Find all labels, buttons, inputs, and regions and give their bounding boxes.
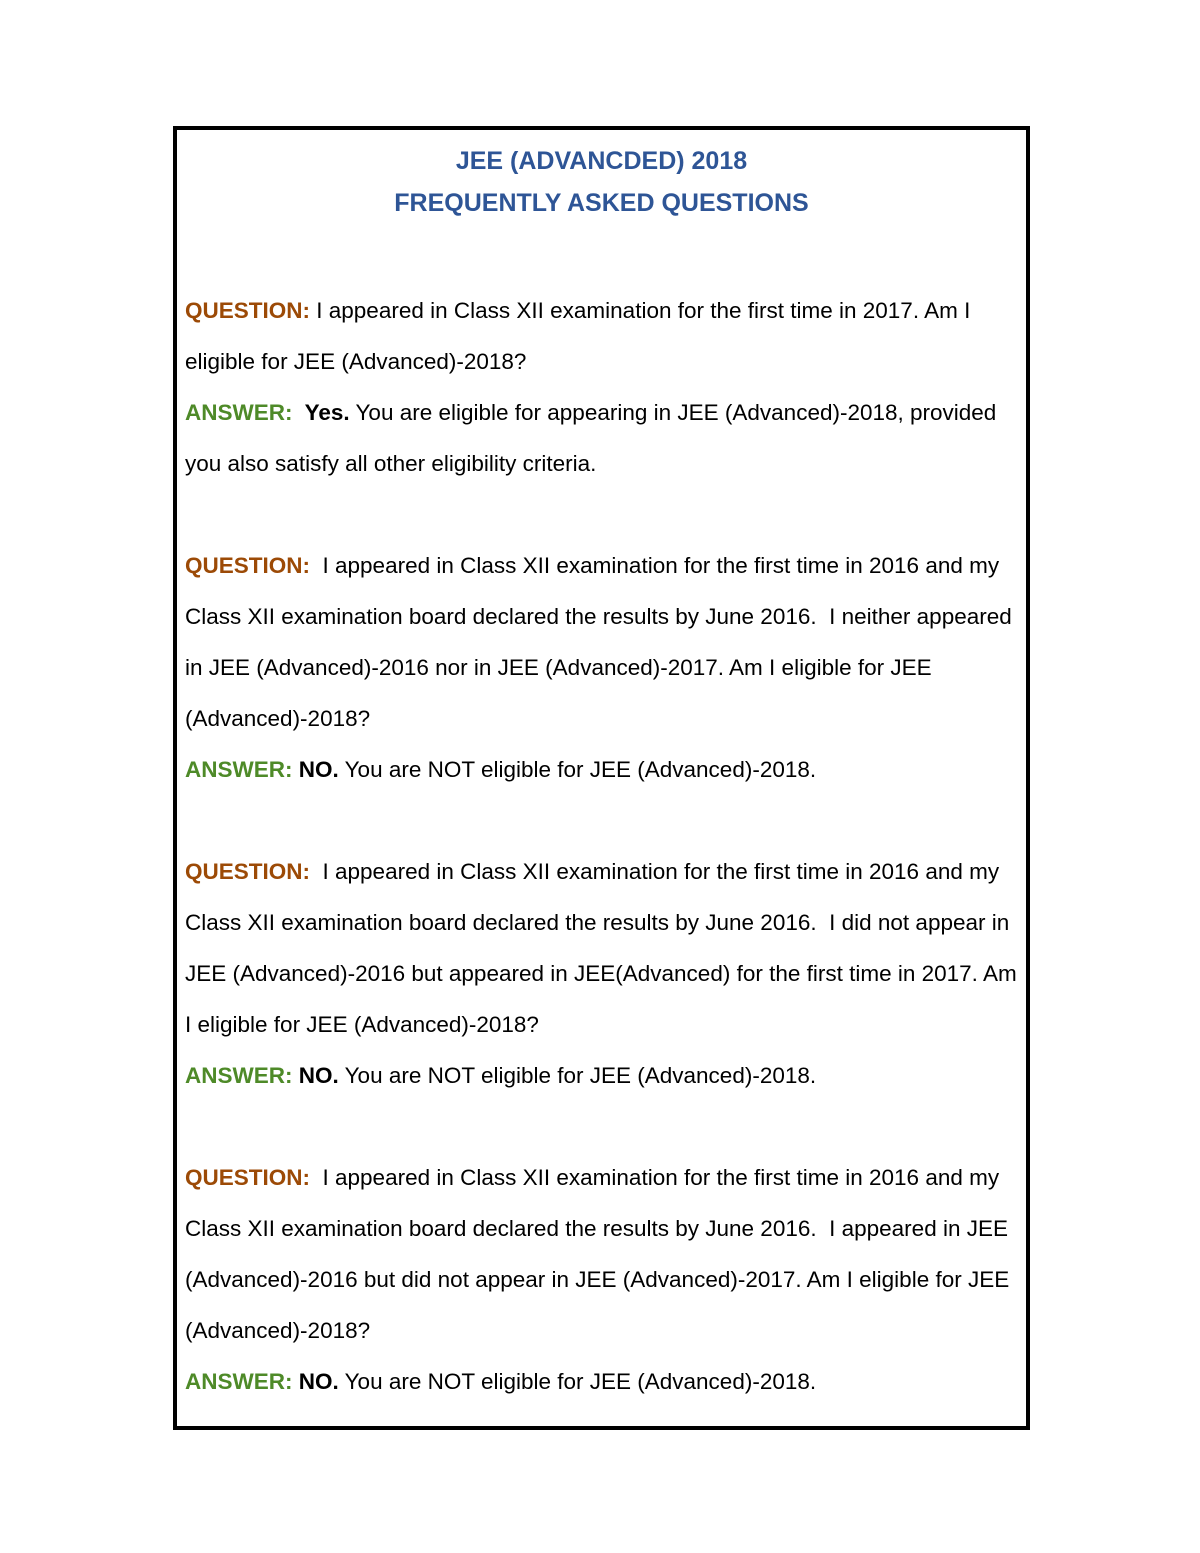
question-label: QUESTION: xyxy=(185,859,311,884)
answer xyxy=(185,1050,1020,1101)
faq-list xyxy=(185,285,1023,1458)
faq-item xyxy=(185,285,1020,489)
question-label: QUESTION: xyxy=(185,1165,311,1190)
document-title: JEE (ADVANCDED) 2018 xyxy=(455,147,748,175)
answer xyxy=(185,744,1020,795)
document-header xyxy=(177,140,1026,224)
question-text: I appeared in Class XII examination for the first time in 2016 and my Class XII examination board declared the results by June 2016. I did not appear in JEE (Advanced)-2016 but appeared in JEE(Advanced) for the first time in 2017. Am I eligible for JEE (Advanced)-2018? xyxy=(185,859,1023,1037)
question-text: I appeared in Class XII examination for the first time in 2016 and my Class XII examination board declared the results by June 2016. I appeared in JEE (Advanced)-2016 but did not appear in JEE (Advanced)-2017. Am I eligible for JEE (Advanced)-2018? xyxy=(185,1165,1016,1343)
question xyxy=(185,846,1023,1050)
answer-verdict: Yes. xyxy=(292,400,350,425)
faq-border-box xyxy=(173,126,1030,1430)
answer-verdict: NO. xyxy=(292,1063,339,1088)
document-subtitle: FREQUENTLY ASKED QUESTIONS xyxy=(394,189,809,217)
question xyxy=(185,540,1020,744)
answer-label: ANSWER: xyxy=(185,757,293,782)
answer-verdict: NO. xyxy=(292,1369,339,1394)
question xyxy=(185,285,1020,387)
answer-verdict: NO. xyxy=(292,757,339,782)
question-text: I appeared in Class XII examination for the first time in 2016 and my Class XII examination board declared the results by June 2016. I neither appeared in JEE (Advanced)-2016 nor in JEE (Advanced)-2017. Am I eligible for JEE (Advanced)-2018? xyxy=(185,553,1019,731)
answer xyxy=(185,1356,1020,1407)
faq-item xyxy=(185,1152,1020,1407)
faq-item xyxy=(185,846,1023,1101)
question-label: QUESTION: xyxy=(185,298,311,323)
question xyxy=(185,1152,1020,1356)
question-text: I appeared in Class XII examination for the first time in 2017. Am I eligible for JEE (Advanced)-2018? xyxy=(185,298,977,374)
answer-label: ANSWER: xyxy=(185,1369,293,1394)
answer xyxy=(185,387,1020,489)
question-label: QUESTION: xyxy=(185,553,311,578)
answer-label: ANSWER: xyxy=(185,400,293,425)
answer-text: You are NOT eligible for JEE (Advanced)-2018. xyxy=(338,757,817,782)
answer-text: You are NOT eligible for JEE (Advanced)-2018. xyxy=(338,1063,817,1088)
answer-text: You are eligible for appearing in JEE (Advanced)-2018, provided you also satisfy all other eligibility criteria. xyxy=(185,400,1003,476)
answer-text: You are NOT eligible for JEE (Advanced)-2018. xyxy=(338,1369,817,1394)
answer-label: ANSWER: xyxy=(185,1063,293,1088)
faq-item xyxy=(185,540,1020,795)
